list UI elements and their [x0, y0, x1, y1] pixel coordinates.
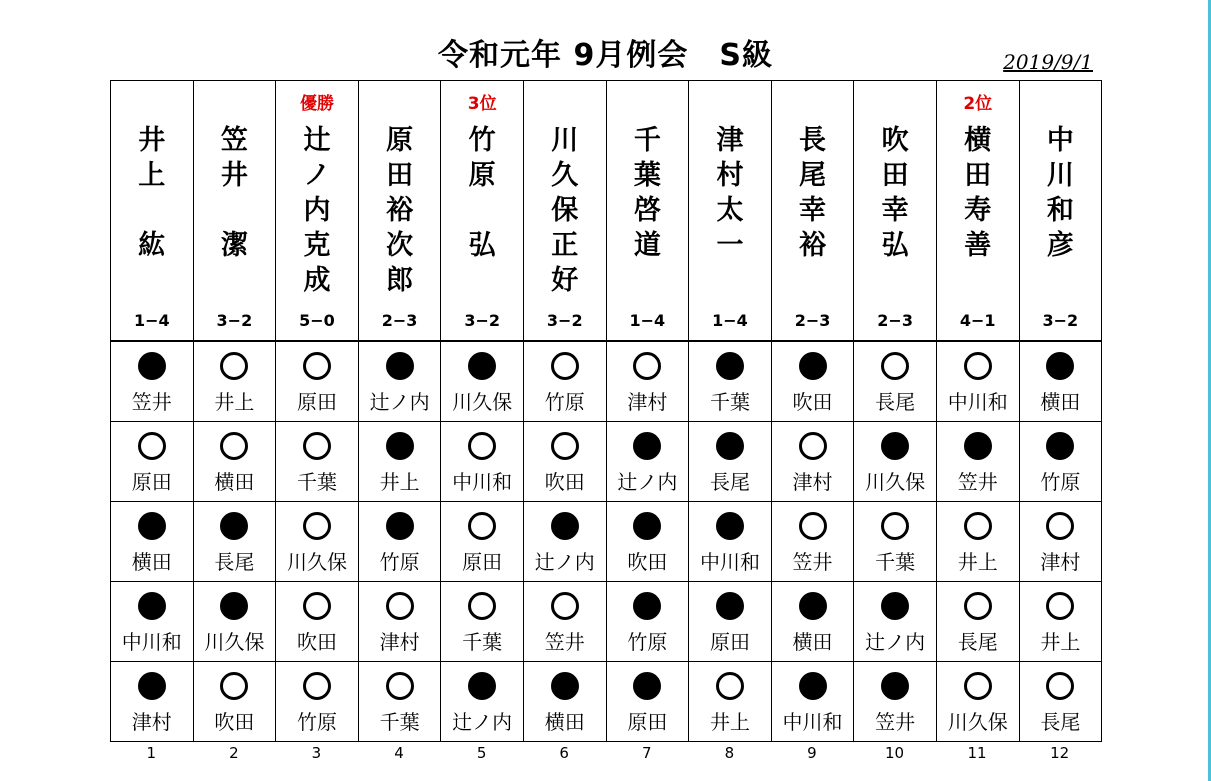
game-cell [358, 341, 441, 422]
game-cell [854, 422, 937, 502]
opponent-name: 吹田 [296, 630, 337, 654]
game-cell [606, 341, 689, 422]
column-number: 2 [229, 744, 239, 762]
game-cell [1019, 582, 1102, 662]
game-cell [441, 582, 524, 662]
player-name: 千 葉 啓 道 [633, 125, 661, 261]
loss-dot-icon [551, 512, 579, 540]
win-circle-icon [964, 512, 992, 540]
win-loss-record: 2−3 [877, 311, 913, 330]
loss-dot-icon [220, 512, 248, 540]
loss-dot-icon [138, 352, 166, 380]
game-cell [936, 422, 1019, 502]
opponent-name: 辻ノ内 [865, 630, 926, 654]
game-cell [523, 422, 606, 502]
game-cell [689, 341, 772, 422]
win-circle-icon [551, 352, 579, 380]
game-cell [523, 341, 606, 422]
win-circle-icon [303, 352, 331, 380]
opponent-name: 千葉 [296, 470, 337, 494]
opponent-name: 川久保 [452, 390, 513, 414]
loss-dot-icon [716, 592, 744, 620]
opponent-name: 吹田 [214, 710, 255, 734]
loss-dot-icon [468, 672, 496, 700]
player-name: 笠 井 潔 [220, 125, 248, 261]
rank-label [111, 89, 193, 111]
opponent-name: 千葉 [709, 390, 750, 414]
win-circle-icon [799, 432, 827, 460]
game-cell [193, 502, 276, 582]
player-header-cell [523, 81, 606, 342]
opponent-name: 横田 [792, 630, 833, 654]
rank-label [524, 89, 606, 111]
opponent-name: 長尾 [214, 550, 255, 574]
opponent-name: 千葉 [462, 630, 503, 654]
loss-dot-icon [716, 432, 744, 460]
loss-dot-icon [220, 592, 248, 620]
opponent-name: 千葉 [875, 550, 916, 574]
opponent-name: 中川和 [121, 630, 182, 654]
opponent-name: 横田 [214, 470, 255, 494]
opponent-name: 中川和 [782, 710, 843, 734]
opponent-name: 笠井 [957, 470, 998, 494]
win-circle-icon [468, 512, 496, 540]
rank-label: 2位 [963, 94, 993, 114]
opponent-name: 辻ノ内 [617, 470, 678, 494]
column-numbers [110, 744, 1101, 762]
loss-dot-icon [799, 592, 827, 620]
round-row [111, 341, 1102, 422]
opponent-name: 津村 [131, 710, 172, 734]
opponent-name: 長尾 [957, 630, 998, 654]
win-loss-record: 5−0 [299, 311, 335, 330]
player-header-cell [854, 81, 937, 342]
opponent-name: 千葉 [379, 710, 420, 734]
player-name: 竹 原 弘 [468, 125, 496, 261]
round-row [111, 662, 1102, 742]
rank-label [607, 89, 689, 111]
opponent-name: 笠井 [544, 630, 585, 654]
win-circle-icon [468, 592, 496, 620]
round-row [111, 582, 1102, 662]
rank-label [194, 89, 276, 111]
win-circle-icon [303, 512, 331, 540]
loss-dot-icon [386, 352, 414, 380]
game-cell [606, 662, 689, 742]
loss-dot-icon [1046, 352, 1074, 380]
win-loss-record: 2−3 [794, 311, 831, 330]
round-row [111, 502, 1102, 582]
opponent-name: 中川和 [452, 470, 513, 494]
loss-dot-icon [386, 432, 414, 460]
game-cell [606, 582, 689, 662]
win-circle-icon [964, 672, 992, 700]
win-circle-icon [386, 672, 414, 700]
rank-label [854, 89, 936, 111]
game-cell [111, 341, 194, 422]
win-circle-icon [551, 592, 579, 620]
opponent-name: 原田 [709, 630, 750, 654]
opponent-name: 井上 [214, 390, 255, 414]
player-name: 原 田 裕 次 郎 [386, 125, 414, 296]
game-cell [1019, 662, 1102, 742]
game-cell [1019, 502, 1102, 582]
opponent-name: 吹田 [544, 470, 585, 494]
loss-dot-icon [881, 592, 909, 620]
opponent-name: 長尾 [709, 470, 750, 494]
loss-dot-icon [716, 512, 744, 540]
rank-label [689, 89, 771, 111]
opponent-name: 津村 [792, 470, 833, 494]
opponent-name: 長尾 [1040, 710, 1081, 734]
opponent-name: 川久保 [286, 550, 347, 574]
loss-dot-icon [633, 672, 661, 700]
column-number: 8 [724, 744, 735, 762]
player-name: 吹 田 幸 弘 [881, 125, 909, 261]
player-name: 津 村 太 一 [716, 125, 744, 261]
loss-dot-icon [138, 672, 166, 700]
opponent-name: 原田 [131, 470, 172, 494]
game-cell [689, 502, 772, 582]
win-loss-record: 3−2 [216, 311, 253, 330]
column-number: 11 [967, 744, 987, 762]
win-circle-icon [303, 672, 331, 700]
game-cell [936, 341, 1019, 422]
game-cell [771, 341, 854, 422]
game-cell [771, 662, 854, 742]
player-header-cell [936, 81, 1019, 342]
player-name: 辻 ノ 内 克 成 [303, 125, 331, 296]
win-loss-record: 2−3 [381, 311, 418, 330]
win-circle-icon [220, 352, 248, 380]
game-cell [606, 422, 689, 502]
win-loss-record: 4−1 [959, 311, 996, 330]
game-cell [441, 502, 524, 582]
loss-dot-icon [716, 352, 744, 380]
game-cell [358, 422, 441, 502]
game-cell [606, 502, 689, 582]
game-cell [854, 662, 937, 742]
game-cell [193, 662, 276, 742]
loss-dot-icon [799, 352, 827, 380]
opponent-name: 中川和 [947, 390, 1008, 414]
player-header-cell [606, 81, 689, 342]
game-cell [276, 582, 359, 662]
player-header-cell [689, 81, 772, 342]
opponent-name: 井上 [1040, 630, 1081, 654]
loss-dot-icon [881, 672, 909, 700]
column-number: 4 [394, 744, 404, 762]
game-cell [358, 582, 441, 662]
win-circle-icon [303, 592, 331, 620]
game-cell [689, 422, 772, 502]
opponent-name: 辻ノ内 [369, 390, 430, 414]
win-circle-icon [1046, 672, 1074, 700]
win-circle-icon [881, 512, 909, 540]
player-header-cell [193, 81, 276, 342]
win-circle-icon [303, 432, 331, 460]
loss-dot-icon [386, 512, 414, 540]
loss-dot-icon [551, 672, 579, 700]
opponent-name: 川久保 [865, 470, 926, 494]
loss-dot-icon [1046, 432, 1074, 460]
rank-label [1020, 89, 1102, 111]
column-number: 3 [311, 744, 322, 762]
loss-dot-icon [633, 432, 661, 460]
game-cell [111, 422, 194, 502]
rank-label: 優勝 [299, 94, 334, 114]
win-circle-icon [220, 432, 248, 460]
opponent-name: 中川和 [699, 550, 760, 574]
player-header-row [111, 81, 1102, 342]
game-cell [936, 502, 1019, 582]
column-number: 1 [146, 744, 157, 762]
loss-dot-icon [633, 512, 661, 540]
game-cell [276, 502, 359, 582]
loss-dot-icon [799, 672, 827, 700]
column-number: 9 [807, 744, 817, 762]
opponent-name: 川久保 [204, 630, 265, 654]
opponent-name: 横田 [131, 550, 172, 574]
opponent-name: 竹原 [627, 630, 668, 654]
game-cell [111, 662, 194, 742]
game-cell [1019, 422, 1102, 502]
game-cell [771, 502, 854, 582]
win-circle-icon [633, 352, 661, 380]
opponent-name: 横田 [1040, 390, 1081, 414]
opponent-name: 原田 [462, 550, 503, 574]
opponent-name: 吹田 [627, 550, 668, 574]
player-header-cell [276, 81, 359, 342]
win-circle-icon [138, 432, 166, 460]
game-cell [193, 582, 276, 662]
rank-label [359, 89, 441, 111]
win-loss-record: 3−2 [546, 311, 583, 330]
loss-dot-icon [138, 592, 166, 620]
game-cell [523, 502, 606, 582]
opponent-name: 竹原 [296, 710, 337, 734]
win-circle-icon [881, 352, 909, 380]
player-name: 井 上 紘 [138, 125, 166, 261]
player-header-cell [771, 81, 854, 342]
game-cell [771, 582, 854, 662]
game-cell [689, 662, 772, 742]
opponent-name: 津村 [1040, 550, 1081, 574]
opponent-name: 川久保 [947, 710, 1008, 734]
round-row [111, 422, 1102, 502]
win-loss-record: 3−2 [464, 311, 500, 330]
game-cell [854, 582, 937, 662]
column-number: 7 [641, 744, 652, 762]
opponent-name: 笠井 [792, 550, 833, 574]
opponent-name: 原田 [296, 390, 337, 414]
game-cell [358, 502, 441, 582]
win-circle-icon [1046, 512, 1074, 540]
loss-dot-icon [138, 512, 166, 540]
game-cell [441, 422, 524, 502]
player-header-cell [111, 81, 194, 342]
game-cell [441, 341, 524, 422]
game-cell [358, 662, 441, 742]
player-name: 中 川 和 彦 [1046, 125, 1074, 261]
game-cell [1019, 341, 1102, 422]
column-number: 12 [1050, 744, 1070, 762]
win-circle-icon [220, 672, 248, 700]
opponent-name: 横田 [544, 710, 585, 734]
game-cell [936, 582, 1019, 662]
game-cell [276, 662, 359, 742]
player-header-cell [441, 81, 524, 342]
player-name: 長 尾 幸 裕 [799, 125, 827, 261]
win-loss-record: 1−4 [712, 311, 748, 330]
player-header-cell [358, 81, 441, 342]
game-cell [111, 502, 194, 582]
opponent-name: 井上 [709, 710, 750, 734]
column-number: 5 [476, 744, 487, 762]
win-loss-record: 3−2 [1042, 311, 1079, 330]
game-cell [854, 341, 937, 422]
game-cell [689, 582, 772, 662]
win-circle-icon [716, 672, 744, 700]
win-circle-icon [551, 432, 579, 460]
game-cell [523, 582, 606, 662]
win-circle-icon [468, 432, 496, 460]
player-name: 川 久 保 正 好 [551, 125, 579, 296]
win-circle-icon [386, 592, 414, 620]
opponent-name: 竹原 [379, 550, 420, 574]
opponent-name: 井上 [957, 550, 998, 574]
page-title: 令和元年 9月例会 S級 [438, 38, 773, 73]
player-header-cell [1019, 81, 1102, 342]
opponent-name: 竹原 [544, 390, 585, 414]
win-circle-icon [1046, 592, 1074, 620]
game-cell [193, 341, 276, 422]
opponent-name: 竹原 [1040, 470, 1081, 494]
game-cell [441, 662, 524, 742]
opponent-name: 津村 [379, 630, 420, 654]
game-cell [936, 662, 1019, 742]
win-circle-icon [964, 352, 992, 380]
game-cell [854, 502, 937, 582]
opponent-name: 井上 [379, 470, 420, 494]
opponent-name: 津村 [627, 390, 668, 414]
game-cell [193, 422, 276, 502]
rank-label [772, 89, 854, 111]
opponent-name: 長尾 [875, 390, 916, 414]
loss-dot-icon [964, 432, 992, 460]
column-number: 6 [559, 744, 569, 762]
game-cell [276, 341, 359, 422]
game-cell [111, 582, 194, 662]
opponent-name: 辻ノ内 [534, 550, 595, 574]
opponent-name: 吹田 [792, 390, 833, 414]
loss-dot-icon [881, 432, 909, 460]
opponent-name: 笠井 [131, 390, 172, 414]
win-loss-record: 1−4 [629, 311, 666, 330]
game-cell [771, 422, 854, 502]
column-number: 10 [884, 744, 905, 762]
player-name: 横 田 寿 善 [964, 125, 992, 261]
opponent-name: 笠井 [875, 710, 916, 734]
results-table [110, 80, 1102, 742]
rank-label: 3位 [467, 94, 497, 114]
win-circle-icon [799, 512, 827, 540]
loss-dot-icon [633, 592, 661, 620]
win-loss-record: 1−4 [133, 311, 170, 330]
game-cell [523, 662, 606, 742]
game-cell [276, 422, 359, 502]
event-date: 2019/9/1 [1003, 50, 1093, 74]
opponent-name: 原田 [627, 710, 668, 734]
opponent-name: 辻ノ内 [452, 710, 513, 734]
loss-dot-icon [468, 352, 496, 380]
win-circle-icon [964, 592, 992, 620]
